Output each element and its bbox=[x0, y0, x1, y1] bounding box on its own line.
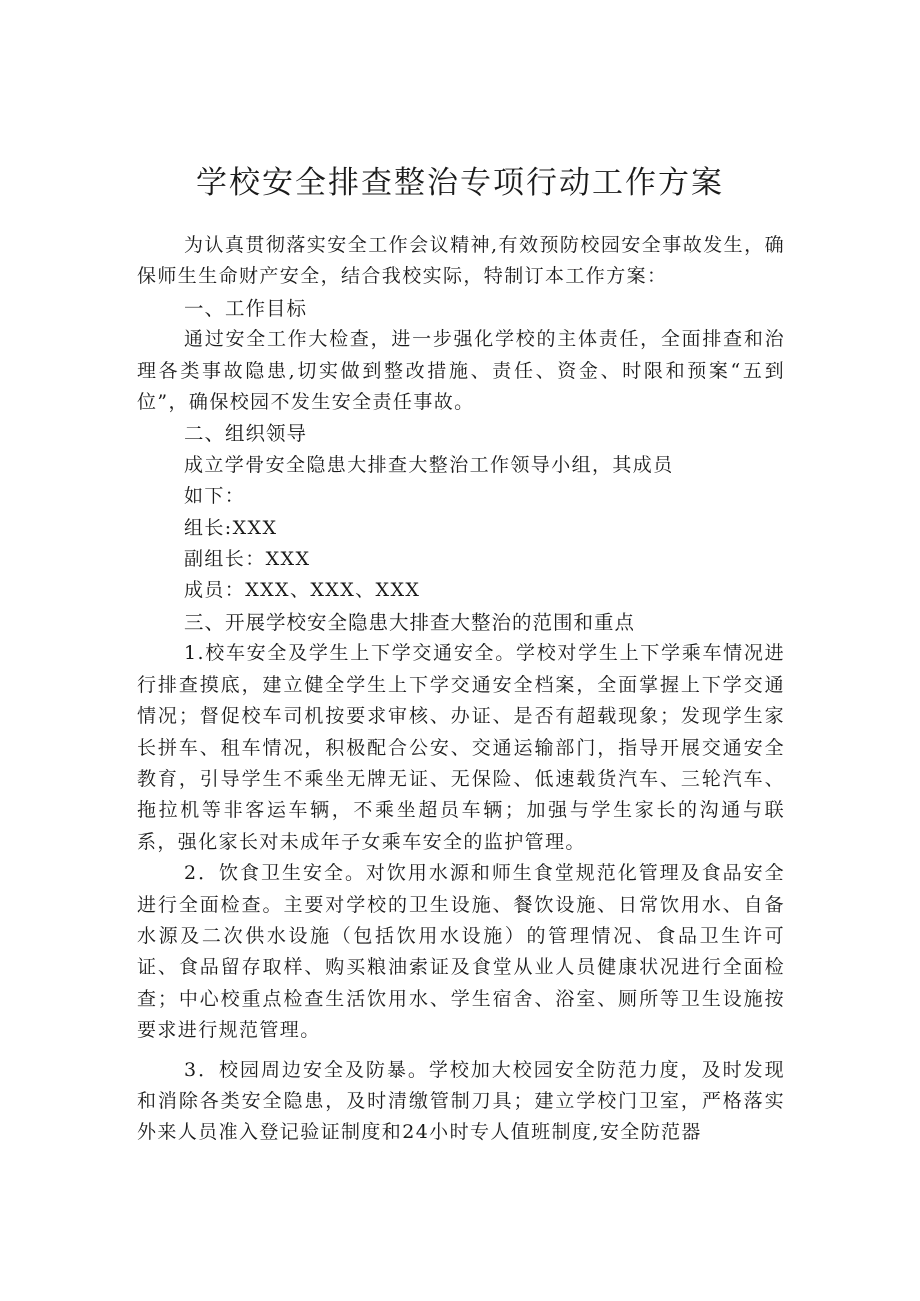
document-title: 学校安全排查整治专项行动工作方案 bbox=[196, 165, 724, 201]
section-heading-goals: 一、工作目标 bbox=[184, 296, 308, 320]
goals-paragraph: 通过安全工作大检查，进一步强化学校的主体责任，全面排查和治理各类事故隐患,切实做到整改措施、责任、资金、时限和预案“五到位”，确保校园不发生安全责任事故。 bbox=[137, 328, 785, 414]
section-heading-leadership: 二、组织领导 bbox=[184, 422, 308, 446]
leadership-line: 成立学骨安全隐患大排查大整治工作领导小组，其成员 bbox=[184, 453, 674, 476]
intro-paragraph: 为认真贯彻落实安全工作会议精神,有效预防校园安全事故发生，确保师生生命财产安全，结合我校实际，特制订本工作方案： bbox=[137, 234, 785, 288]
scope-item-school-bus: 1.校车安全及学生上下学交通安全。学校对学生上下学乘车情况进行排查摸底，建立健全学生上下学交通安全档案，全面掌握上下学交通情况；督促校车司机按要求审核、办证、是否有超载现象；发现学生家长拼车、租车情况，积极配合公安、交通运输部门，指导开展交通安全教育，引导学生不乘坐无牌无证、无保险、低速载货汽车、三轮汽车、拖拉机等非客运车辆，不乘坐超员车辆；加强与学生家长的沟通与联系，强化家长对未成年子女乘车安全的监护管理。 bbox=[137, 642, 785, 853]
scope-item-campus-security: 3．校园周边安全及防暴。学校加大校园安全防范力度，及时发现和消除各类安全隐患，及时清缴管制刀具；建立学校门卫室，严格落实外来人员准入登记验证制度和24小时专人值班制度,安全防范器 bbox=[137, 1058, 785, 1144]
scope-item-food-safety: 2．饮食卫生安全。对饮用水源和师生食堂规范化管理及食品安全进行全面检查。主要对学校的卫生设施、餐饮设施、日常饮用水、自备水源及二次供水设施（包括饮用水设施）的管理情况、食品卫生许可证、食品留存取样、购买粮油索证及食堂从业人员健康状况进行全面检查；中心校重点检查生活饮用水、学生宿舍、浴室、厕所等卫生设施按要求进行规范管理。 bbox=[137, 862, 785, 1042]
leadership-line-continued: 如下： bbox=[184, 485, 246, 508]
document-body bbox=[137, 230, 785, 1149]
group-leader: 组长:XXX bbox=[184, 516, 278, 539]
section-heading-scope: 三、开展学校安全隐患大排查大整治的范围和重点 bbox=[184, 610, 636, 634]
deputy-group-leader: 副组长：XXX bbox=[184, 548, 311, 571]
group-members: 成员：XXX、XXX、XXX bbox=[184, 579, 421, 602]
